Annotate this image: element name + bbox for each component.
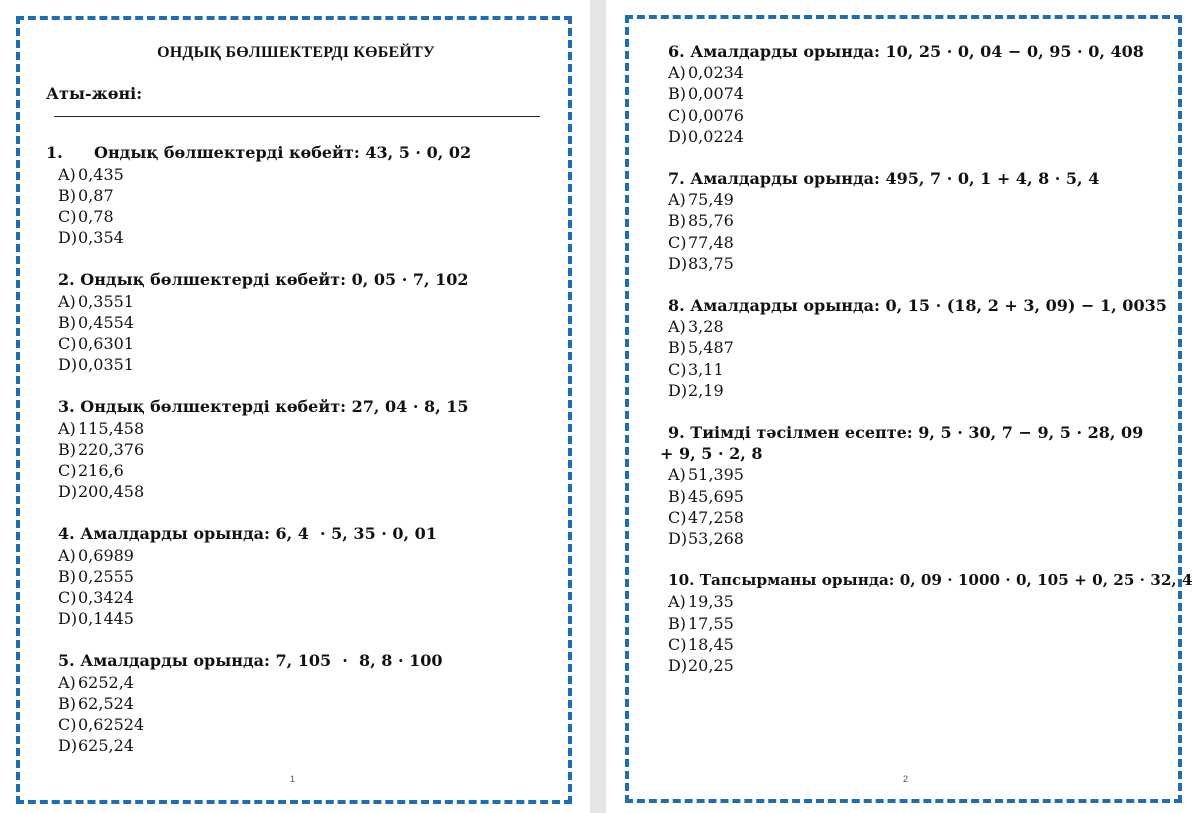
answer-options	[58, 291, 546, 376]
question-2	[46, 269, 546, 375]
question-text: Амалдарды орында:	[690, 169, 886, 189]
answer-options	[58, 545, 546, 630]
question-expression: 27, 04 · 8, 15	[351, 397, 469, 417]
question-text: Амалдарды орында:	[690, 296, 886, 316]
question-number: 5.	[58, 651, 75, 671]
question-expression: 6, 4 · 5, 35 · 0, 01	[275, 524, 437, 544]
option-a[interactable]: A) 51,395	[668, 465, 744, 485]
answer-options	[668, 189, 1170, 274]
question-expression: 0, 09 · 1000 · 0, 105 + 0, 25 · 32, 4	[899, 571, 1193, 590]
question-text: Ондық бөлшектерді көбейт:	[80, 397, 352, 417]
name-label: Аты-жөні:	[46, 84, 143, 104]
option-c[interactable]: C)0,0076	[668, 105, 744, 125]
question-6	[660, 41, 1170, 147]
option-c[interactable]: C)0,6301	[58, 334, 134, 354]
option-a[interactable]: A) 3,28	[668, 317, 724, 337]
question-text: Амалдарды орында:	[80, 524, 276, 544]
option-c[interactable]: C)18,45	[668, 634, 734, 654]
question-text: Ондық бөлшектерді көбейт:	[94, 143, 366, 163]
option-a[interactable]: A) 0,435	[58, 164, 124, 184]
question-text: Амалдарды орында:	[80, 651, 276, 671]
page-number: 2	[903, 774, 909, 784]
page-1-content	[46, 38, 546, 777]
option-d[interactable]: D)20,25	[668, 656, 734, 676]
question-expression: 10, 25 · 0, 04 − 0, 95 · 0, 408	[885, 42, 1144, 61]
answer-options	[58, 418, 546, 503]
option-d[interactable]: D)0,0351	[58, 355, 134, 375]
option-b[interactable]: B) 85,76	[668, 211, 734, 231]
option-a[interactable]: A) 115,458	[58, 418, 145, 438]
option-b[interactable]: B) 0,0074	[668, 84, 744, 104]
option-b[interactable]: B) 62,524	[58, 693, 134, 713]
question-expression: 0, 15 · (18, 2 + 3, 09) − 1, 0035	[885, 296, 1167, 316]
option-b[interactable]: B) 45,695	[668, 486, 744, 506]
question-10	[660, 570, 1193, 676]
question-4	[46, 523, 546, 629]
page-2	[606, 0, 1201, 813]
option-a[interactable]: A) 0,0234	[668, 63, 744, 83]
option-d[interactable]: D)200,458	[58, 482, 145, 502]
question-8	[660, 295, 1170, 401]
question-number: 4.	[58, 524, 75, 544]
question-9	[660, 422, 1170, 549]
answer-options	[660, 464, 1170, 549]
question-expression: 43, 5 · 0, 02	[365, 143, 472, 163]
option-d[interactable]: D)0,0224	[668, 126, 744, 146]
document-title: ОНДЫҚ БӨЛШЕКТЕРДІ КӨБЕЙТУ	[157, 44, 435, 61]
option-d[interactable]: D)2,19	[668, 380, 724, 400]
question-number: 2.	[58, 270, 75, 290]
question-1	[46, 142, 546, 248]
question-expression: 7, 105 · 8, 8 · 100	[275, 651, 443, 671]
question-expression: 9, 5 · 30, 7 − 9, 5 · 28, 09 + 9, 5 · 2, 8	[660, 423, 1144, 464]
answer-options	[668, 591, 1170, 676]
option-b[interactable]: B) 220,376	[58, 439, 145, 459]
option-a[interactable]: A) 0,6989	[58, 545, 134, 565]
question-number: 7.	[668, 169, 685, 189]
option-c[interactable]: C)3,11	[668, 359, 724, 379]
option-b[interactable]: B) 0,2555	[58, 566, 134, 586]
option-d[interactable]: D)53,268	[668, 529, 744, 549]
option-d[interactable]: D)0,354	[58, 228, 124, 248]
question-text: Тапсырманы орында:	[699, 571, 900, 590]
page-gutter	[590, 0, 606, 813]
question-5	[46, 650, 546, 756]
question-text: Амалдарды орында:	[690, 42, 886, 61]
option-c[interactable]: C)0,3424	[58, 588, 134, 608]
option-c[interactable]: C)47,258	[668, 507, 744, 527]
page-1	[0, 0, 590, 813]
question-number: 1.	[46, 143, 63, 163]
option-c[interactable]: C)0,78	[58, 207, 114, 227]
option-b[interactable]: B) 17,55	[668, 613, 734, 633]
option-a[interactable]: A) 75,49	[668, 190, 734, 210]
option-b[interactable]: B) 0,87	[58, 185, 114, 205]
option-a[interactable]: A) 6252,4	[58, 672, 134, 692]
question-number: 9.	[668, 423, 685, 443]
question-text: Ондық бөлшектерді көбейт:	[80, 270, 352, 290]
option-b[interactable]: B) 5,487	[668, 338, 734, 358]
option-d[interactable]: D)0,1445	[58, 609, 134, 629]
question-number: 6.	[668, 42, 685, 61]
page-number: 1	[290, 774, 296, 784]
answer-options	[58, 672, 546, 757]
question-number: 10.	[668, 571, 695, 590]
name-underline	[54, 112, 540, 117]
question-expression: 495, 7 · 0, 1 + 4, 8 · 5, 4	[885, 169, 1100, 189]
question-expression: 0, 05 · 7, 102	[351, 270, 469, 290]
option-c[interactable]: C)0,62524	[58, 715, 145, 735]
option-d[interactable]: D)83,75	[668, 253, 734, 273]
option-a[interactable]: A) 0,3551	[58, 291, 134, 311]
option-c[interactable]: C)77,48	[668, 232, 734, 252]
option-c[interactable]: C)216,6	[58, 461, 124, 481]
answer-options	[668, 62, 1170, 147]
answer-options	[46, 164, 546, 249]
page-2-content	[660, 41, 1193, 697]
question-number: 3.	[58, 397, 75, 417]
option-a[interactable]: A) 19,35	[668, 592, 734, 612]
question-text: Тиімді тәсілмен есепте:	[690, 423, 919, 443]
question-3	[46, 396, 546, 502]
question-number: 8.	[668, 296, 685, 316]
question-7	[660, 168, 1170, 274]
option-b[interactable]: B) 0,4554	[58, 312, 134, 332]
option-d[interactable]: D)625,24	[58, 736, 134, 756]
answer-options	[668, 316, 1170, 401]
